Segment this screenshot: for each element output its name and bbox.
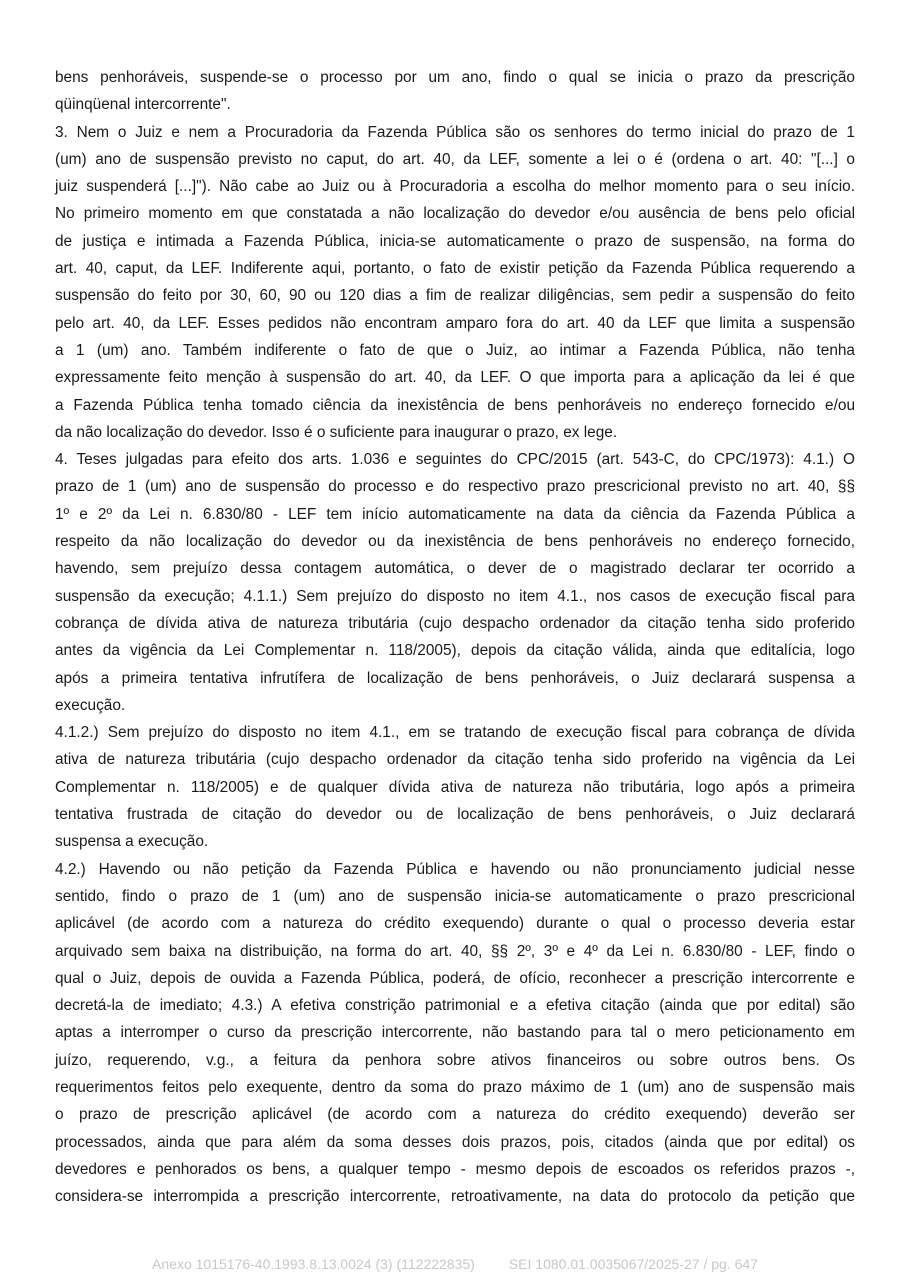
text-line: a 1 (um) ano. Também indiferente o fato de que o Juiz, ao intimar a Fazenda Pública, não tenha xyxy=(55,341,855,359)
text-line: suspensão do feito por 30, 60, 90 ou 120 dias a fim de realizar diligências, sem pedir a suspensão do feito xyxy=(55,287,855,305)
footer-sei-page-reference: SEI 1080.01.0035067/2025-27 / pg. 647 xyxy=(508,1256,758,1272)
text-line: 4. Teses julgadas para efeito dos arts. 1.036 e seguintes do CPC/2015 (art. 543-C, do CPC/1973): 4.1.) O xyxy=(55,451,855,469)
text-line: pelo art. 40, da LEF. Esses pedidos não encontram amparo fora do art. 40 da LEF que limita a suspensão xyxy=(55,314,855,332)
text-line: 3. Nem o Juiz e nem a Procuradoria da Fazenda Pública são os senhores do termo inicial do prazo de 1 xyxy=(55,123,855,141)
text-line: qual o Juiz, depois de ouvida a Fazenda Pública, poderá, de ofício, reconhecer a prescrição intercorrente e xyxy=(55,969,855,987)
text-line: antes da vigência da Lei Complementar n. 118/2005), depois da citação válida, ainda que editalícia, logo xyxy=(55,642,855,660)
text-line: 1º e 2º da Lei n. 6.830/80 - LEF tem início automaticamente na data da ciência da Fazenda Pública a xyxy=(55,505,855,523)
text-line: bens penhoráveis, suspende-se o processo por um ano, findo o qual se inicia o prazo da prescrição xyxy=(55,69,855,86)
text-line: devedores e penhorados os bens, a qualquer tempo - mesmo depois de escoados os referidos prazos -, xyxy=(55,1160,855,1178)
text-line: o prazo de prescrição aplicável (de acordo com a natureza do crédito exequendo) deverão ser xyxy=(55,1106,855,1124)
text-line: sentido, findo o prazo de 1 (um) ano de suspensão inicia-se automaticamente o prazo prescricional xyxy=(55,887,855,905)
text-line: ativa de natureza tributária (cujo despacho ordenador da citação tenha sido proferido na vigência da Lei xyxy=(55,751,855,769)
text-line: decretá-la de imediato; 4.3.) A efetiva constrição patrimonial e a efetiva citação (ainda que por edital) são xyxy=(55,997,855,1015)
text-line: após a primeira tentativa infrutífera de localização de bens penhoráveis, o Juiz declarará suspensa a xyxy=(55,669,855,687)
text-line: execução. xyxy=(55,696,126,714)
text-line: (um) ano de suspensão previsto no caput, do art. 40, da LEF, somente a lei o é (ordena o art. 40: "[...] o xyxy=(55,150,855,168)
text-line: No primeiro momento em que constatada a não localização do devedor e/ou ausência de bens pelo oficial xyxy=(55,205,855,223)
text-line: expressamente feito menção à suspensão do art. 40, da LEF. O que importa para a aplicação da lei é que xyxy=(55,369,855,387)
footer-annex-reference: Anexo 1015176-40.1993.8.13.0024 (3) (112222835) xyxy=(152,1256,475,1272)
text-line: considera-se interrompida a prescrição intercorrente, retroativamente, na data do protocolo da petição que xyxy=(55,1188,855,1206)
text-line: juízo, requerendo, v.g., a feitura da penhora sobre ativos financeiros ou sobre outros bens. Os xyxy=(55,1051,855,1069)
text-line: prazo de 1 (um) ano de suspensão do processo e do respectivo prazo prescricional previsto no art. 40, §§ xyxy=(55,478,855,496)
text-line: arquivado sem baixa na distribuição, na forma do art. 40, §§ 2º, 3º e 4º da Lei n. 6.830/80 - LEF, findo o xyxy=(55,942,855,960)
text-line: tentativa frustrada de citação do devedor ou de localização de bens penhoráveis, o Juiz declarará xyxy=(55,806,855,824)
text-line: suspensão da execução; 4.1.1.) Sem prejuízo do disposto no item 4.1., nos casos de execução fiscal para xyxy=(55,587,855,605)
document-body xyxy=(55,64,855,1210)
text-line: juiz suspenderá [...]"). Não cabe ao Juiz ou à Procuradoria a escolha do melhor momento para o seu início. xyxy=(55,178,855,196)
text-line: Complementar n. 118/2005) e de qualquer dívida ativa de natureza não tributária, logo após a primeira xyxy=(55,778,855,796)
text-line: art. 40, caput, da LEF. Indiferente aqui, portanto, o fato de existir petição da Fazenda Pública requerendo a xyxy=(55,260,855,278)
text-line: a Fazenda Pública tenha tomado ciência da inexistência de bens penhoráveis no endereço fornecido e/ou xyxy=(55,396,855,414)
text-line: respeito da não localização do devedor ou da inexistência de bens penhoráveis no endereço fornecido, xyxy=(55,533,855,551)
text-line: cobrança de dívida ativa de natureza tributária (cujo despacho ordenador da citação tenha sido proferido xyxy=(55,614,855,632)
page-footer xyxy=(0,1256,910,1272)
text-line: de justiça e intimada a Fazenda Pública, inicia-se automaticamente o prazo de suspensão, na forma do xyxy=(55,232,855,250)
text-line: requerimentos feitos pelo exequente, dentro da soma do prazo máximo de 1 (um) ano de suspensão mais xyxy=(55,1078,855,1096)
text-line: 4.2.) Havendo ou não petição da Fazenda Pública e havendo ou não pronunciamento judicial nesse xyxy=(55,860,855,878)
text-line: da não localização do devedor. Isso é o suficiente para inaugurar o prazo, ex lege. xyxy=(55,423,618,441)
text-line: processados, ainda que para além da soma desses dois prazos, pois, citados (ainda que por edital) os xyxy=(55,1133,855,1151)
text-line: aplicável (de acordo com a natureza do crédito exequendo) durante o qual o processo deveria estar xyxy=(55,915,855,933)
text-line: aptas a interromper o curso da prescrição intercorrente, não bastando para tal o mero peticionamento em xyxy=(55,1024,855,1042)
text-line: suspensa a execução. xyxy=(55,833,209,851)
text-line: 4.1.2.) Sem prejuízo do disposto no item 4.1., em se tratando de execução fiscal para cobrança de dívida xyxy=(55,724,855,742)
text-line: havendo, sem prejuízo dessa contagem automática, o dever de o magistrado declarar ter ocorrido a xyxy=(55,560,855,578)
text-line: qüinqüenal intercorrente". xyxy=(55,96,231,114)
